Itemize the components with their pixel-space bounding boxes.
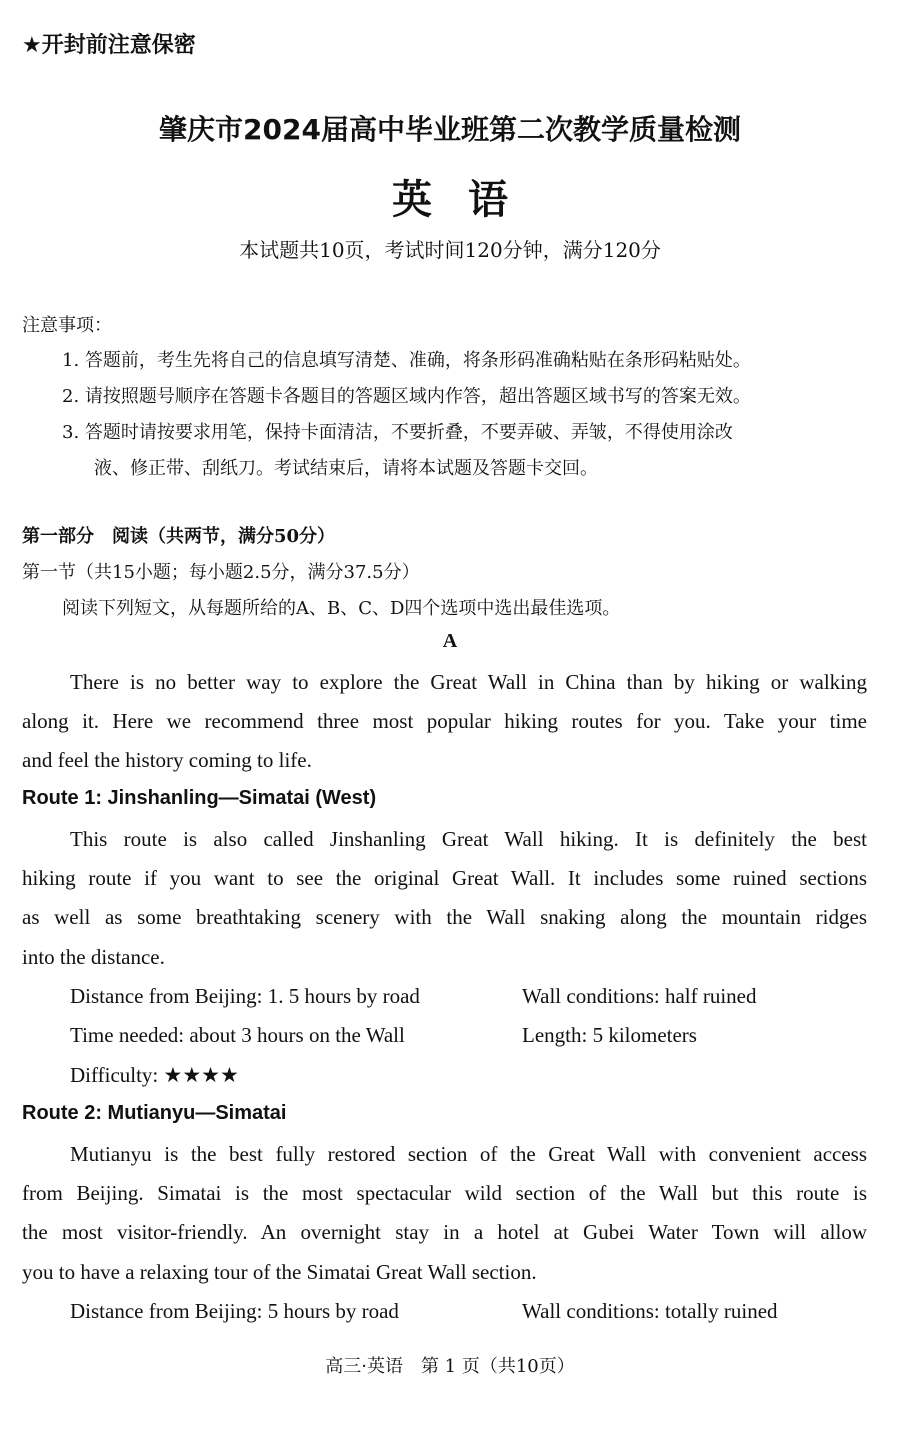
route-2-line-3: the most visitor-friendly. An overnight stay in a hotel at Gubei Water Town will allow (22, 1220, 867, 1244)
passage-label: A (442, 630, 458, 652)
intro-line-2: along it. Here we recommend three most popular hiking routes for you. Take your time (22, 709, 867, 733)
route-1-line-4: into the distance. (22, 945, 165, 969)
route-1-line-3: as well as some breathtaking scenery with the Wall snaking along the mountain ridges (22, 905, 867, 929)
route-1-length: Length: 5 kilometers (522, 1023, 697, 1047)
exam-title: 肇庆市2024届高中毕业班第二次教学质量检测 (159, 113, 741, 146)
exam-meta: 本试题共10页，考试时间120分钟，满分120分 (239, 238, 661, 262)
route-1-conditions: Wall conditions: half ruined (522, 984, 757, 1008)
route-2-line-1: Mutianyu is the best fully restored section of the Great Wall with convenient access (70, 1142, 867, 1166)
intro-line-3: and feel the history coming to life. (22, 748, 312, 772)
route-1-time: Time needed: about 3 hours on the Wall (70, 1023, 405, 1047)
note-item-2: 2. 请按照题号顺序在答题卡各题目的答题区域内作答，超出答题区域书写的答案无效。 (62, 386, 751, 407)
route-2-line-2: from Beijing. Simatai is the most spectacular wild section of the Wall but this route is (22, 1181, 867, 1205)
note-item-1: 1. 答题前，考生先将自己的信息填写清楚、准确，将条形码准确粘贴在条形码粘贴处。 (62, 350, 751, 371)
part-heading: 第一部分 阅读（共两节，满分50分） (22, 526, 336, 547)
route-2-line-4: you to have a relaxing tour of the Simatai Great Wall section. (22, 1260, 537, 1284)
route-2-conditions: Wall conditions: totally ruined (522, 1299, 778, 1323)
route-1-distance: Distance from Beijing: 1. 5 hours by road (70, 984, 420, 1008)
confidential-notice: ★开封前注意保密 (22, 33, 196, 58)
page-footer: 高三·英语 第 1 页（共10页） (325, 1356, 575, 1377)
route-2-heading: Route 2: Mutianyu—Simatai (22, 1102, 287, 1124)
note-item-3-continued: 液、修正带、刮纸刀。考试结束后，请将本试题及答题卡交回。 (94, 458, 598, 479)
route-1-difficulty: Difficulty: ★★★★ (70, 1063, 239, 1087)
notes-heading: 注意事项： (22, 315, 112, 336)
route-1-line-1: This route is also called Jinshanling Great Wall hiking. It is definitely the best (70, 827, 867, 851)
route-1-line-2: hiking route if you want to see the original Great Wall. It includes some ruined sections (22, 866, 867, 890)
subject-title: 英语 (392, 176, 544, 223)
section-heading: 第一节（共15小题；每小题2.5分，满分37.5分） (22, 562, 420, 583)
route-2-distance: Distance from Beijing: 5 hours by road (70, 1299, 399, 1323)
note-item-3: 3. 答题时请按要求用笔，保持卡面清洁，不要折叠，不要弄破、弄皱，不得使用涂改 (62, 422, 733, 443)
route-1-heading: Route 1: Jinshanling—Simatai (West) (22, 787, 377, 809)
intro-line-1: There is no better way to explore the Great Wall in China than by hiking or walking (70, 670, 867, 694)
instruction: 阅读下列短文，从每题所给的A、B、C、D四个选项中选出最佳选项。 (62, 598, 621, 619)
